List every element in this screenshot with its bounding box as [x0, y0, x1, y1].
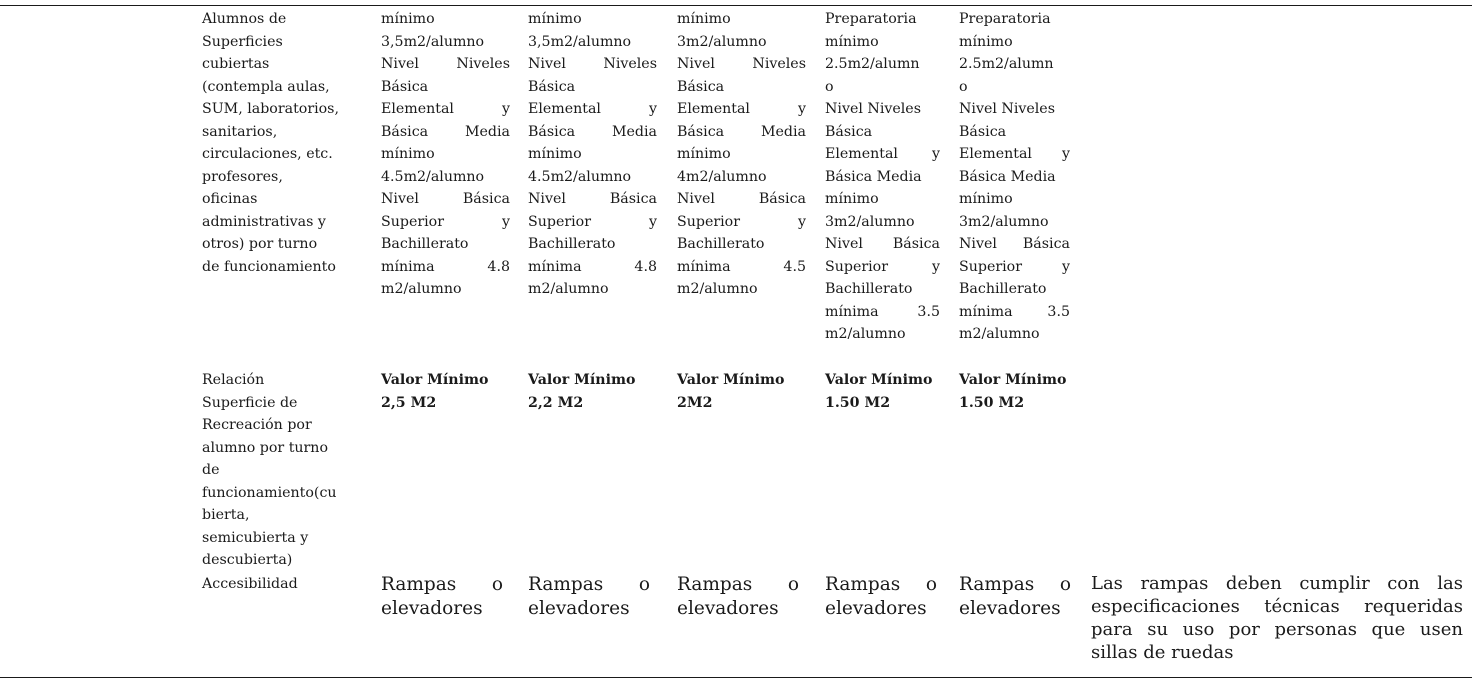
cell-recreacion-col5 [959, 369, 1070, 414]
cell-line: Nivel Niveles [825, 101, 921, 117]
cell-line: Valor Mínimo [677, 372, 785, 388]
cell-line: 2.5m2/alumn [959, 56, 1054, 72]
cell-line: Básica [825, 123, 873, 140]
cell-line: descubierta) [202, 552, 293, 568]
cell-line: especificaciones técnicas requeridas [1091, 596, 1463, 617]
cell-line: Superior y [677, 213, 806, 230]
cell-line: mínimo [381, 146, 435, 162]
cell-line: Accesibilidad [202, 576, 298, 592]
cell-line: 2,5 M2 [381, 394, 437, 411]
cell-superficies-col4 [825, 8, 940, 346]
cell-line: Rampas o [825, 574, 937, 595]
cell-line: Relación [202, 372, 265, 388]
cell-superficies-col2 [528, 8, 657, 301]
cell-line: 3m2/alumno [825, 213, 915, 230]
cell-line: 2,2 M2 [528, 394, 584, 411]
cell-accesibilidad-col3 [677, 573, 799, 621]
cell-line: Rampas o [677, 574, 799, 595]
cell-line: Básica Media [825, 168, 922, 185]
cell-line: Nivel Básica [528, 191, 657, 207]
cell-recreacion-col3 [677, 369, 806, 414]
cell-line: mínima 3.5 [959, 303, 1070, 320]
cell-line: sanitarios, [202, 123, 278, 140]
cell-line: Valor Mínimo [825, 372, 933, 388]
cell-line: mínima 4.8 [381, 258, 510, 275]
cell-line: o [959, 78, 968, 95]
cell-line: semicubierta y [202, 529, 309, 546]
cell-line: mínimo [825, 33, 879, 50]
cell-line: funcionamiento(cu [202, 484, 337, 501]
cell-line: Básica Media [528, 123, 657, 140]
cell-line: Básica [959, 123, 1007, 140]
cell-line: 3,5m2/alumno [528, 33, 632, 50]
cell-superficies-col3 [677, 8, 806, 301]
row-label-recreacion [202, 369, 362, 572]
cell-line: cubiertas [202, 56, 270, 72]
cell-accesibilidad-col4 [825, 573, 937, 621]
cell-line: 2M2 [677, 394, 713, 411]
cell-line: de [202, 462, 220, 478]
cell-line: 1.50 M2 [825, 394, 891, 411]
cell-accesibilidad-col1 [381, 573, 503, 621]
cell-line: mínimo [825, 191, 879, 207]
cell-line: Rampas o [528, 574, 650, 595]
cell-line: Elemental y [677, 101, 806, 117]
cell-recreacion-col1 [381, 369, 510, 414]
cell-line: Recreación por [202, 417, 312, 433]
cell-line: Bachillerato [959, 281, 1047, 297]
cell-line: 1.50 M2 [959, 394, 1025, 411]
cell-line: elevadores [677, 598, 779, 619]
cell-line: Valor Mínimo [381, 372, 489, 388]
cell-line: SUM, laboratorios, [202, 101, 339, 117]
cell-line: para su uso por personas que usen [1091, 619, 1463, 640]
cell-line: Superior y [381, 213, 510, 230]
cell-line: mínimo [677, 11, 731, 27]
cell-line: Elemental y [528, 101, 657, 117]
row-label-accesibilidad [202, 573, 362, 596]
cell-line: m2/alumno [959, 326, 1040, 342]
cell-line: Nivel Básica [825, 236, 940, 252]
cell-line: administrativas y [202, 213, 326, 230]
cell-line: bierta, [202, 507, 250, 523]
cell-recreacion-col4 [825, 369, 940, 414]
cell-line: elevadores [381, 598, 483, 619]
cell-line: Bachillerato [677, 236, 765, 252]
cell-line: mínima 3.5 [825, 303, 940, 320]
accesibilidad-note [1091, 572, 1463, 664]
cell-line: Superior y [528, 213, 657, 230]
cell-line: (contempla aulas, [202, 78, 330, 95]
cell-line: mínimo [381, 11, 435, 27]
cell-line: 3m2/alumno [677, 33, 767, 50]
cell-line: Superior y [825, 258, 940, 275]
cell-line: Elemental y [381, 101, 510, 117]
cell-line: Nivel Básica [381, 191, 510, 207]
cell-line: o [825, 78, 834, 95]
cell-line: otros) por turno [202, 236, 318, 252]
cell-line: Nivel Básica [959, 236, 1070, 252]
cell-accesibilidad-col5 [959, 573, 1071, 621]
cell-line: mínimo [959, 191, 1013, 207]
cell-line: m2/alumno [528, 281, 609, 297]
cell-line: m2/alumno [677, 281, 758, 297]
cell-line: mínimo [528, 146, 582, 162]
cell-line: Básica Media [381, 123, 510, 140]
cell-line: Rampas o [959, 574, 1071, 595]
cell-line: elevadores [959, 598, 1061, 619]
cell-line: Básica Media [677, 123, 806, 140]
table-bottom-rule [0, 677, 1472, 678]
cell-line: 2.5m2/alumn [825, 56, 920, 72]
cell-line: Elemental y [825, 146, 940, 162]
cell-superficies-col1 [381, 8, 510, 301]
cell-line: Alumnos de [202, 11, 287, 27]
cell-line: Nivel Niveles [677, 56, 806, 72]
cell-line: circulaciones, etc. [202, 146, 333, 162]
cell-line: Rampas o [381, 574, 503, 595]
cell-line: Preparatoria [825, 11, 917, 27]
cell-line: Básica Media [959, 168, 1056, 185]
cell-line: 4.5m2/alumno [528, 168, 632, 185]
cell-line: de funcionamiento [202, 258, 336, 275]
cell-line: 3,5m2/alumno [381, 33, 485, 50]
cell-line: Preparatoria [959, 11, 1051, 27]
cell-line: Las rampas deben cumplir con las [1091, 573, 1463, 594]
cell-line: Básica [381, 78, 429, 95]
cell-line: Nivel Niveles [528, 56, 657, 72]
cell-line: Superficie de [202, 394, 298, 411]
cell-line: profesores, [202, 168, 283, 185]
cell-line: Nivel Niveles [959, 101, 1055, 117]
cell-line: Valor Mínimo [959, 372, 1067, 388]
cell-line: Bachillerato [528, 236, 616, 252]
cell-line: 4m2/alumno [677, 168, 767, 185]
cell-line: alumno por turno [202, 439, 328, 456]
cell-line: Nivel Básica [677, 191, 806, 207]
cell-line: Superior y [959, 258, 1070, 275]
cell-line: Básica [528, 78, 576, 95]
cell-line: elevadores [825, 598, 927, 619]
cell-line: Básica [677, 78, 725, 95]
cell-line: mínima 4.8 [528, 258, 657, 275]
cell-line: Elemental y [959, 146, 1070, 162]
cell-line: m2/alumno [825, 326, 906, 342]
cell-line: mínimo [959, 33, 1013, 50]
cell-line: oficinas [202, 191, 258, 207]
cell-line: Nivel Niveles [381, 56, 510, 72]
cell-accesibilidad-col2 [528, 573, 650, 621]
cell-line: 3m2/alumno [959, 213, 1049, 230]
cell-line: Superficies [202, 33, 283, 50]
cell-line: Valor Mínimo [528, 372, 636, 388]
cell-line: mínimo [677, 146, 731, 162]
cell-line: m2/alumno [381, 281, 462, 297]
cell-line: Bachillerato [825, 281, 913, 297]
cell-line: Bachillerato [381, 236, 469, 252]
cell-superficies-col5 [959, 8, 1070, 346]
cell-line: mínimo [528, 11, 582, 27]
row-label-superficies [202, 8, 362, 278]
cell-line: 4.5m2/alumno [381, 168, 485, 185]
cell-line: sillas de ruedas [1091, 642, 1234, 663]
cell-recreacion-col2 [528, 369, 657, 414]
cell-line: mínima 4.5 [677, 258, 806, 275]
cell-line: elevadores [528, 598, 630, 619]
table-top-rule [0, 5, 1472, 6]
